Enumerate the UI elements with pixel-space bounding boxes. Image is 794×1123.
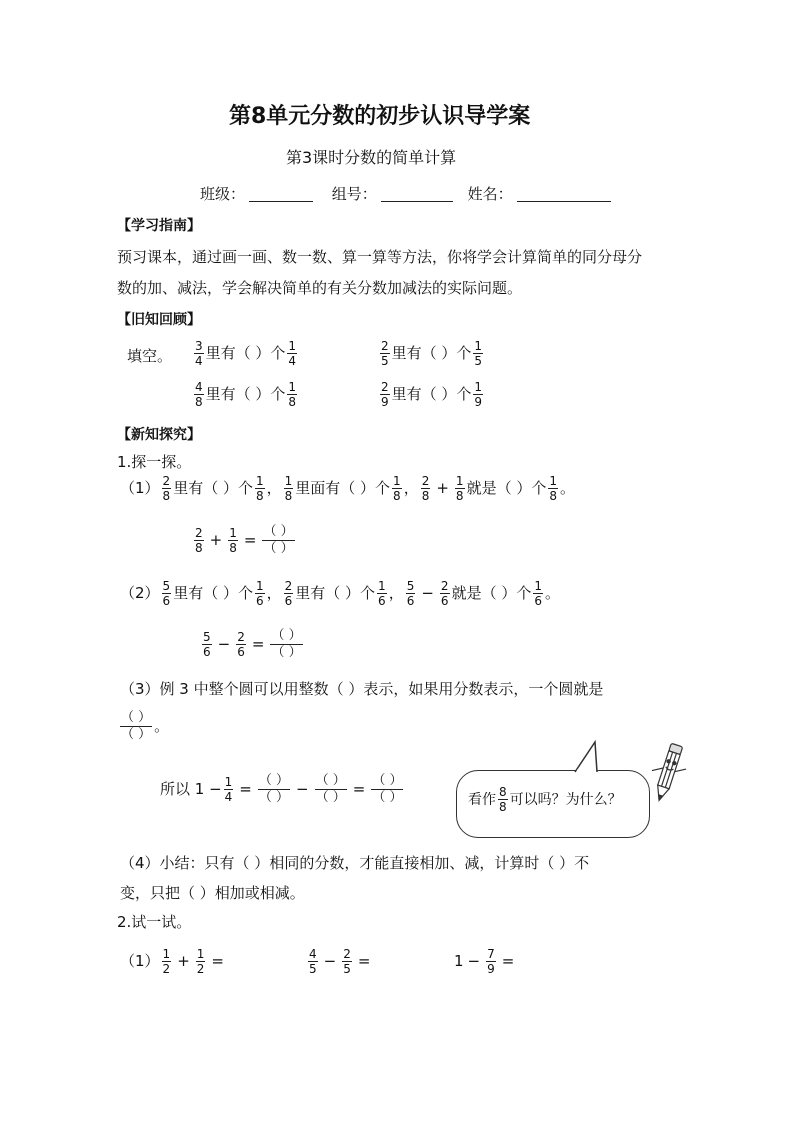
fraction: $\frac{1}{4}$	[224, 775, 233, 804]
q1-text: ，	[403, 479, 419, 497]
try-3	[454, 947, 518, 976]
review-item-2	[378, 339, 485, 368]
equals-sign: =	[239, 780, 252, 798]
q2-label: （2）	[120, 584, 160, 602]
lesson-subtitle: 第3课时分数的简单计算	[286, 148, 457, 167]
q2-text: 。	[544, 584, 560, 602]
equals-sign: =	[501, 952, 515, 970]
fraction: $\frac{2}{5}$	[343, 947, 351, 976]
explore-heading: 【新知探究】	[117, 427, 201, 443]
name-field[interactable]	[517, 187, 611, 202]
fraction: $\frac{2}{6}$	[237, 630, 245, 659]
equals-sign: =	[243, 531, 257, 549]
fraction: $\frac{5}{6}$	[406, 579, 415, 608]
q1-equation	[192, 524, 297, 557]
review-heading: 【旧知回顾】	[117, 312, 201, 328]
equals-sign: =	[357, 952, 371, 970]
minus-sign: −	[467, 952, 481, 970]
try-1	[120, 947, 228, 976]
fraction: $\frac{2}{6}$	[440, 579, 449, 608]
part2-label: 2.试一试。	[117, 913, 192, 931]
class-field[interactable]	[249, 187, 313, 202]
fraction: $\frac{1}{8}$	[284, 474, 293, 503]
fraction: $\frac{5}{6}$	[203, 630, 211, 659]
answer-fraction[interactable]: $\frac{( )}{( )}$	[263, 524, 294, 556]
fraction: $\frac{1}{8}$	[229, 526, 237, 555]
fraction: $\frac{7}{9}$	[487, 947, 495, 976]
q1-text: 里面有（ ）个	[295, 479, 391, 497]
fraction: $\frac{3}{4}$	[195, 339, 203, 368]
so-text: 所以 1 −	[160, 780, 222, 798]
answer-fraction[interactable]: $\frac{( )}{( )}$	[258, 773, 290, 805]
fraction: $\frac{8}{8}$	[499, 785, 507, 814]
bubble-post: 可以吗？为什么？	[509, 791, 622, 808]
plus-sign: +	[177, 952, 190, 970]
q1-text: 。	[559, 479, 575, 497]
guide-text-1: 预习课本，通过画一画、数一数、算一算等方法，你将学会计算简单的同分母分	[117, 248, 643, 266]
fraction: $\frac{1}{8}$	[455, 474, 464, 503]
fraction: $\frac{4}{5}$	[309, 947, 317, 976]
bubble-pre: 看作	[468, 791, 496, 808]
pencil-mascot-icon	[648, 740, 690, 806]
q3-tail: 。	[154, 717, 170, 735]
q1-label: （1）	[120, 479, 160, 497]
plus-sign: +	[436, 479, 449, 497]
q2-equation	[200, 628, 305, 661]
equals-sign: =	[352, 780, 366, 798]
fraction: $\frac{1}{6}$	[534, 579, 542, 608]
try-label: （1）	[120, 952, 160, 970]
q1-text: 就是（ ）个	[466, 479, 547, 497]
review-item-4	[378, 380, 485, 409]
guide-text-2: 数的加、减法，学会解决简单的有关分数加减法的实际问题。	[117, 279, 523, 297]
q1-text: ，	[266, 479, 282, 497]
q2-text: 就是（ ）个	[451, 584, 532, 602]
minus-sign: −	[421, 584, 434, 602]
q1-text: 里有（ ）个	[173, 479, 253, 497]
name-label: 姓名：	[467, 185, 513, 203]
group-field[interactable]	[381, 187, 453, 202]
q3-equation	[160, 773, 405, 806]
minus-sign: −	[217, 635, 231, 653]
review-prefix: 填空。	[127, 347, 173, 365]
q3-answer	[118, 710, 169, 743]
review-text: 里有（ ）个	[391, 344, 472, 362]
fraction: $\frac{1}{8}$	[393, 474, 401, 503]
equals-sign: =	[251, 635, 265, 653]
review-item-3	[192, 380, 299, 409]
bubble-text	[468, 785, 622, 814]
try-2	[306, 947, 374, 976]
info-line	[200, 187, 615, 202]
fraction: $\frac{1}{9}$	[474, 380, 483, 409]
q2-text: 里有（ ）个	[173, 584, 253, 602]
class-label: 班级：	[200, 185, 246, 203]
fraction: $\frac{5}{6}$	[162, 579, 171, 608]
fraction: $\frac{2}{6}$	[284, 579, 293, 608]
fraction: $\frac{1}{2}$	[196, 947, 205, 976]
part1-label: 1.探一探。	[117, 453, 192, 471]
answer-fraction[interactable]: $\frac{( )}{( )}$	[271, 628, 302, 660]
plus-sign: +	[209, 531, 223, 549]
fraction: $\frac{4}{8}$	[195, 380, 203, 409]
fraction: $\frac{2}{5}$	[381, 339, 389, 368]
fraction: $\frac{1}{8}$	[288, 380, 297, 409]
fraction: $\frac{1}{8}$	[549, 474, 557, 503]
fraction: $\frac{1}{2}$	[162, 947, 171, 976]
q4-line-1: （4）小结：只有（ ）相同的分数，才能直接相加、减，计算时（ ）不	[120, 854, 590, 872]
one-number: 1	[454, 952, 464, 970]
q2-text: 里有（ ）个	[295, 584, 376, 602]
fraction: $\frac{1}{8}$	[255, 474, 264, 503]
guide-heading: 【学习指南】	[117, 218, 201, 234]
q1-line	[120, 474, 575, 503]
q2-line	[120, 579, 560, 608]
fraction: $\frac{2}{8}$	[421, 474, 430, 503]
q2-text: ，	[388, 584, 404, 602]
group-label: 组号：	[331, 185, 377, 203]
fraction: $\frac{2}{8}$	[162, 474, 171, 503]
review-text: 里有（ ）个	[391, 385, 472, 403]
fraction: $\frac{2}{9}$	[381, 380, 389, 409]
page-title: 第8单元分数的初步认识导学案	[229, 104, 531, 129]
answer-fraction[interactable]: $\frac{( )}{( )}$	[121, 710, 152, 742]
bubble-tail	[575, 742, 635, 782]
fraction: $\frac{1}{5}$	[474, 339, 483, 368]
review-text: 里有（ ）个	[205, 385, 286, 403]
review-item-1	[192, 339, 299, 368]
fraction: $\frac{1}{4}$	[288, 339, 297, 368]
equals-sign: =	[211, 952, 224, 970]
fraction: $\frac{2}{8}$	[195, 526, 203, 555]
q3-line: （3）例 3 中整个圆可以用整数（ ）表示，如果用分数表示，一个圆就是	[120, 680, 604, 698]
answer-fraction[interactable]: $\frac{( )}{( )}$	[315, 773, 346, 805]
fraction: $\frac{1}{6}$	[255, 579, 264, 608]
answer-fraction[interactable]: $\frac{( )}{( )}$	[372, 773, 403, 805]
fraction: $\frac{1}{6}$	[378, 579, 386, 608]
q4-line-2: 变，只把（ ）相加或相减。	[120, 884, 305, 902]
minus-sign: −	[296, 780, 309, 798]
minus-sign: −	[323, 952, 337, 970]
review-text: 里有（ ）个	[205, 344, 286, 362]
q2-text: ，	[266, 584, 282, 602]
